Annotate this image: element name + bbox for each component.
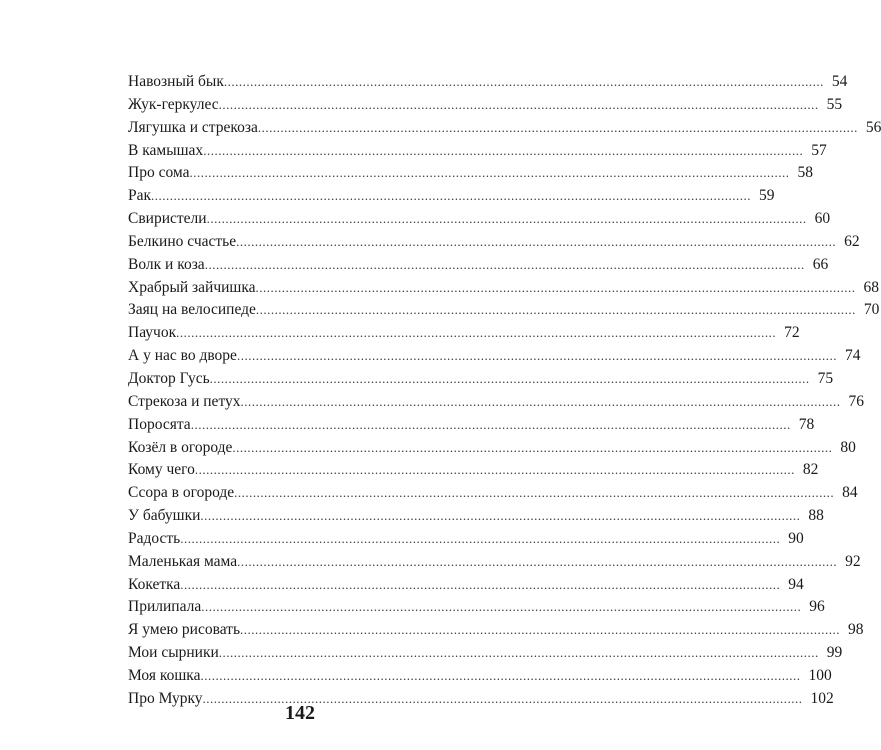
toc-entry-page: 68	[863, 278, 880, 296]
toc-entry-title: Прилипала	[128, 598, 202, 616]
toc-entry	[128, 94, 843, 117]
toc-entry-page: 62	[844, 232, 860, 250]
toc-entry-title: Свиристели	[128, 210, 207, 228]
toc-entry	[128, 459, 819, 482]
toc-entry	[128, 254, 829, 277]
toc-entry-page: 72	[784, 324, 800, 342]
table-of-contents	[128, 71, 881, 711]
dot-leader: ................................................................................................................................................................	[176, 325, 777, 341]
toc-entry-page: 76	[848, 392, 865, 410]
toc-entry	[128, 322, 800, 345]
toc-entry-page: 74	[844, 347, 861, 365]
dot-leader: ................................................................................................................................................................	[203, 142, 804, 158]
toc-entry-page: 56	[865, 118, 881, 136]
dot-leader: ................................................................................................................................................................	[255, 302, 856, 318]
dot-leader: ................................................................................................................................................................	[189, 165, 790, 181]
toc-entry-page: 100	[808, 666, 832, 684]
toc-entry-title: Про Мурку	[128, 689, 203, 707]
toc-entry-page: 94	[788, 575, 804, 593]
dot-leader: ................................................................................................................................................................	[255, 279, 856, 295]
toc-entry	[128, 665, 832, 688]
toc-entry	[128, 208, 831, 231]
toc-entry-page: 70	[863, 301, 880, 319]
toc-entry-page: 90	[788, 529, 804, 547]
dot-leader: ................................................................................................................................................................	[234, 485, 835, 501]
toc-entry-page: 102	[810, 689, 834, 707]
dot-leader: ................................................................................................................................................................	[209, 370, 810, 386]
toc-entry	[128, 642, 843, 665]
toc-entry-title: Про сома	[128, 164, 190, 182]
toc-entry	[128, 414, 815, 437]
toc-entry-title: Козёл в огороде	[128, 438, 233, 456]
dot-leader: ................................................................................................................................................................	[240, 622, 841, 638]
toc-entry-title: Поросята	[128, 415, 191, 433]
toc-entry	[128, 482, 858, 505]
dot-leader: ................................................................................................................................................................	[206, 211, 807, 227]
toc-entry-page: 99	[826, 644, 843, 662]
toc-entry-title: Доктор Гусь	[128, 369, 210, 387]
dot-leader: ................................................................................................................................................................	[200, 667, 801, 683]
toc-entry	[128, 391, 865, 414]
toc-entry-title: Белкино счастье	[128, 232, 237, 250]
toc-entry-title: Мои сырники	[128, 644, 219, 662]
toc-entry-page: 66	[812, 255, 829, 273]
dot-leader: ................................................................................................................................................................	[200, 508, 801, 524]
toc-entry-title: Жук-геркулес	[128, 95, 219, 113]
toc-entry-page: 98	[848, 621, 864, 639]
toc-entry	[128, 140, 827, 163]
dot-leader: ................................................................................................................................................................	[236, 348, 837, 364]
toc-entry	[128, 345, 861, 368]
toc-entry-page: 82	[802, 461, 819, 479]
toc-entry-page: 75	[817, 369, 834, 387]
toc-entry	[128, 437, 856, 460]
dot-leader: ................................................................................................................................................................	[190, 416, 791, 432]
dot-leader: ................................................................................................................................................................	[218, 96, 819, 112]
toc-entry	[128, 368, 834, 391]
toc-entry	[128, 551, 861, 574]
toc-entry	[128, 71, 848, 94]
toc-entry-page: 57	[811, 141, 827, 159]
dot-leader: ................................................................................................................................................................	[240, 393, 841, 409]
toc-entry-title: Волк и коза	[128, 255, 205, 273]
toc-entry-title: Ссора в огороде	[128, 484, 235, 502]
toc-entry-page: 55	[826, 95, 843, 113]
dot-leader: ................................................................................................................................................................	[204, 256, 805, 272]
toc-entry	[128, 596, 825, 619]
toc-entry	[128, 277, 880, 300]
dot-leader: ................................................................................................................................................................	[223, 74, 824, 89]
toc-entry-page: 78	[798, 415, 815, 433]
toc-entry-page: 80	[840, 438, 856, 456]
page-number: 142	[285, 702, 315, 724]
dot-leader: ................................................................................................................................................................	[236, 233, 837, 249]
dot-leader: ................................................................................................................................................................	[180, 530, 781, 546]
toc-entry-page: 54	[831, 73, 848, 90]
toc-entry-title: Навозный бык	[128, 73, 224, 90]
toc-entry-title: Храбрый зайчишка	[128, 278, 256, 296]
toc-entry-title: Маленькая мама	[128, 552, 238, 570]
toc-entry	[128, 117, 881, 140]
toc-entry	[128, 231, 860, 254]
dot-leader: ................................................................................................................................................................	[232, 439, 833, 455]
toc-entry-page: 88	[808, 507, 824, 525]
toc-entry	[128, 505, 824, 528]
toc-entry-title: Рак	[128, 187, 152, 205]
toc-entry-title: Кому чего	[128, 461, 195, 479]
toc-entry-page: 59	[759, 187, 775, 205]
toc-entry-page: 96	[809, 598, 825, 616]
dot-leader: ................................................................................................................................................................	[201, 599, 802, 615]
toc-entry-page: 84	[842, 484, 858, 502]
toc-entry-title: А у нас во дворе	[128, 347, 237, 365]
toc-entry-title: Моя кошка	[128, 666, 201, 684]
toc-entry-title: Лягушка и стрекоза	[128, 118, 258, 136]
dot-leader: ................................................................................................................................................................	[180, 576, 781, 592]
toc-entry-title: Стрекоза и петух	[128, 392, 241, 410]
toc-entry	[128, 299, 880, 322]
toc-entry	[128, 528, 804, 551]
toc-entry-page: 60	[814, 210, 831, 228]
toc-entry	[128, 619, 864, 642]
dot-leader: ................................................................................................................................................................	[237, 553, 838, 569]
toc-entry-title: Заяц на велосипеде	[128, 301, 256, 319]
toc-entry-title: Радость	[128, 529, 181, 547]
dot-leader: ................................................................................................................................................................	[151, 188, 752, 204]
dot-leader: ................................................................................................................................................................	[194, 462, 795, 478]
toc-entry-page: 58	[797, 164, 813, 182]
toc-entry-title: Кокетка	[128, 575, 181, 593]
toc-entry	[128, 162, 813, 185]
toc-entry	[128, 574, 804, 597]
dot-leader: ................................................................................................................................................................	[218, 645, 819, 661]
toc-entry-title: У бабушки	[128, 507, 201, 525]
toc-entry-title: Паучок	[128, 324, 177, 342]
dot-leader: ................................................................................................................................................................	[257, 119, 858, 135]
dot-leader: ................................................................................................................................................................	[202, 690, 803, 706]
toc-entry-title: Я умею рисовать	[128, 621, 241, 639]
toc-entry-title: В камышах	[128, 141, 204, 159]
toc-entry	[128, 185, 775, 208]
toc-entry-page: 92	[845, 552, 861, 570]
